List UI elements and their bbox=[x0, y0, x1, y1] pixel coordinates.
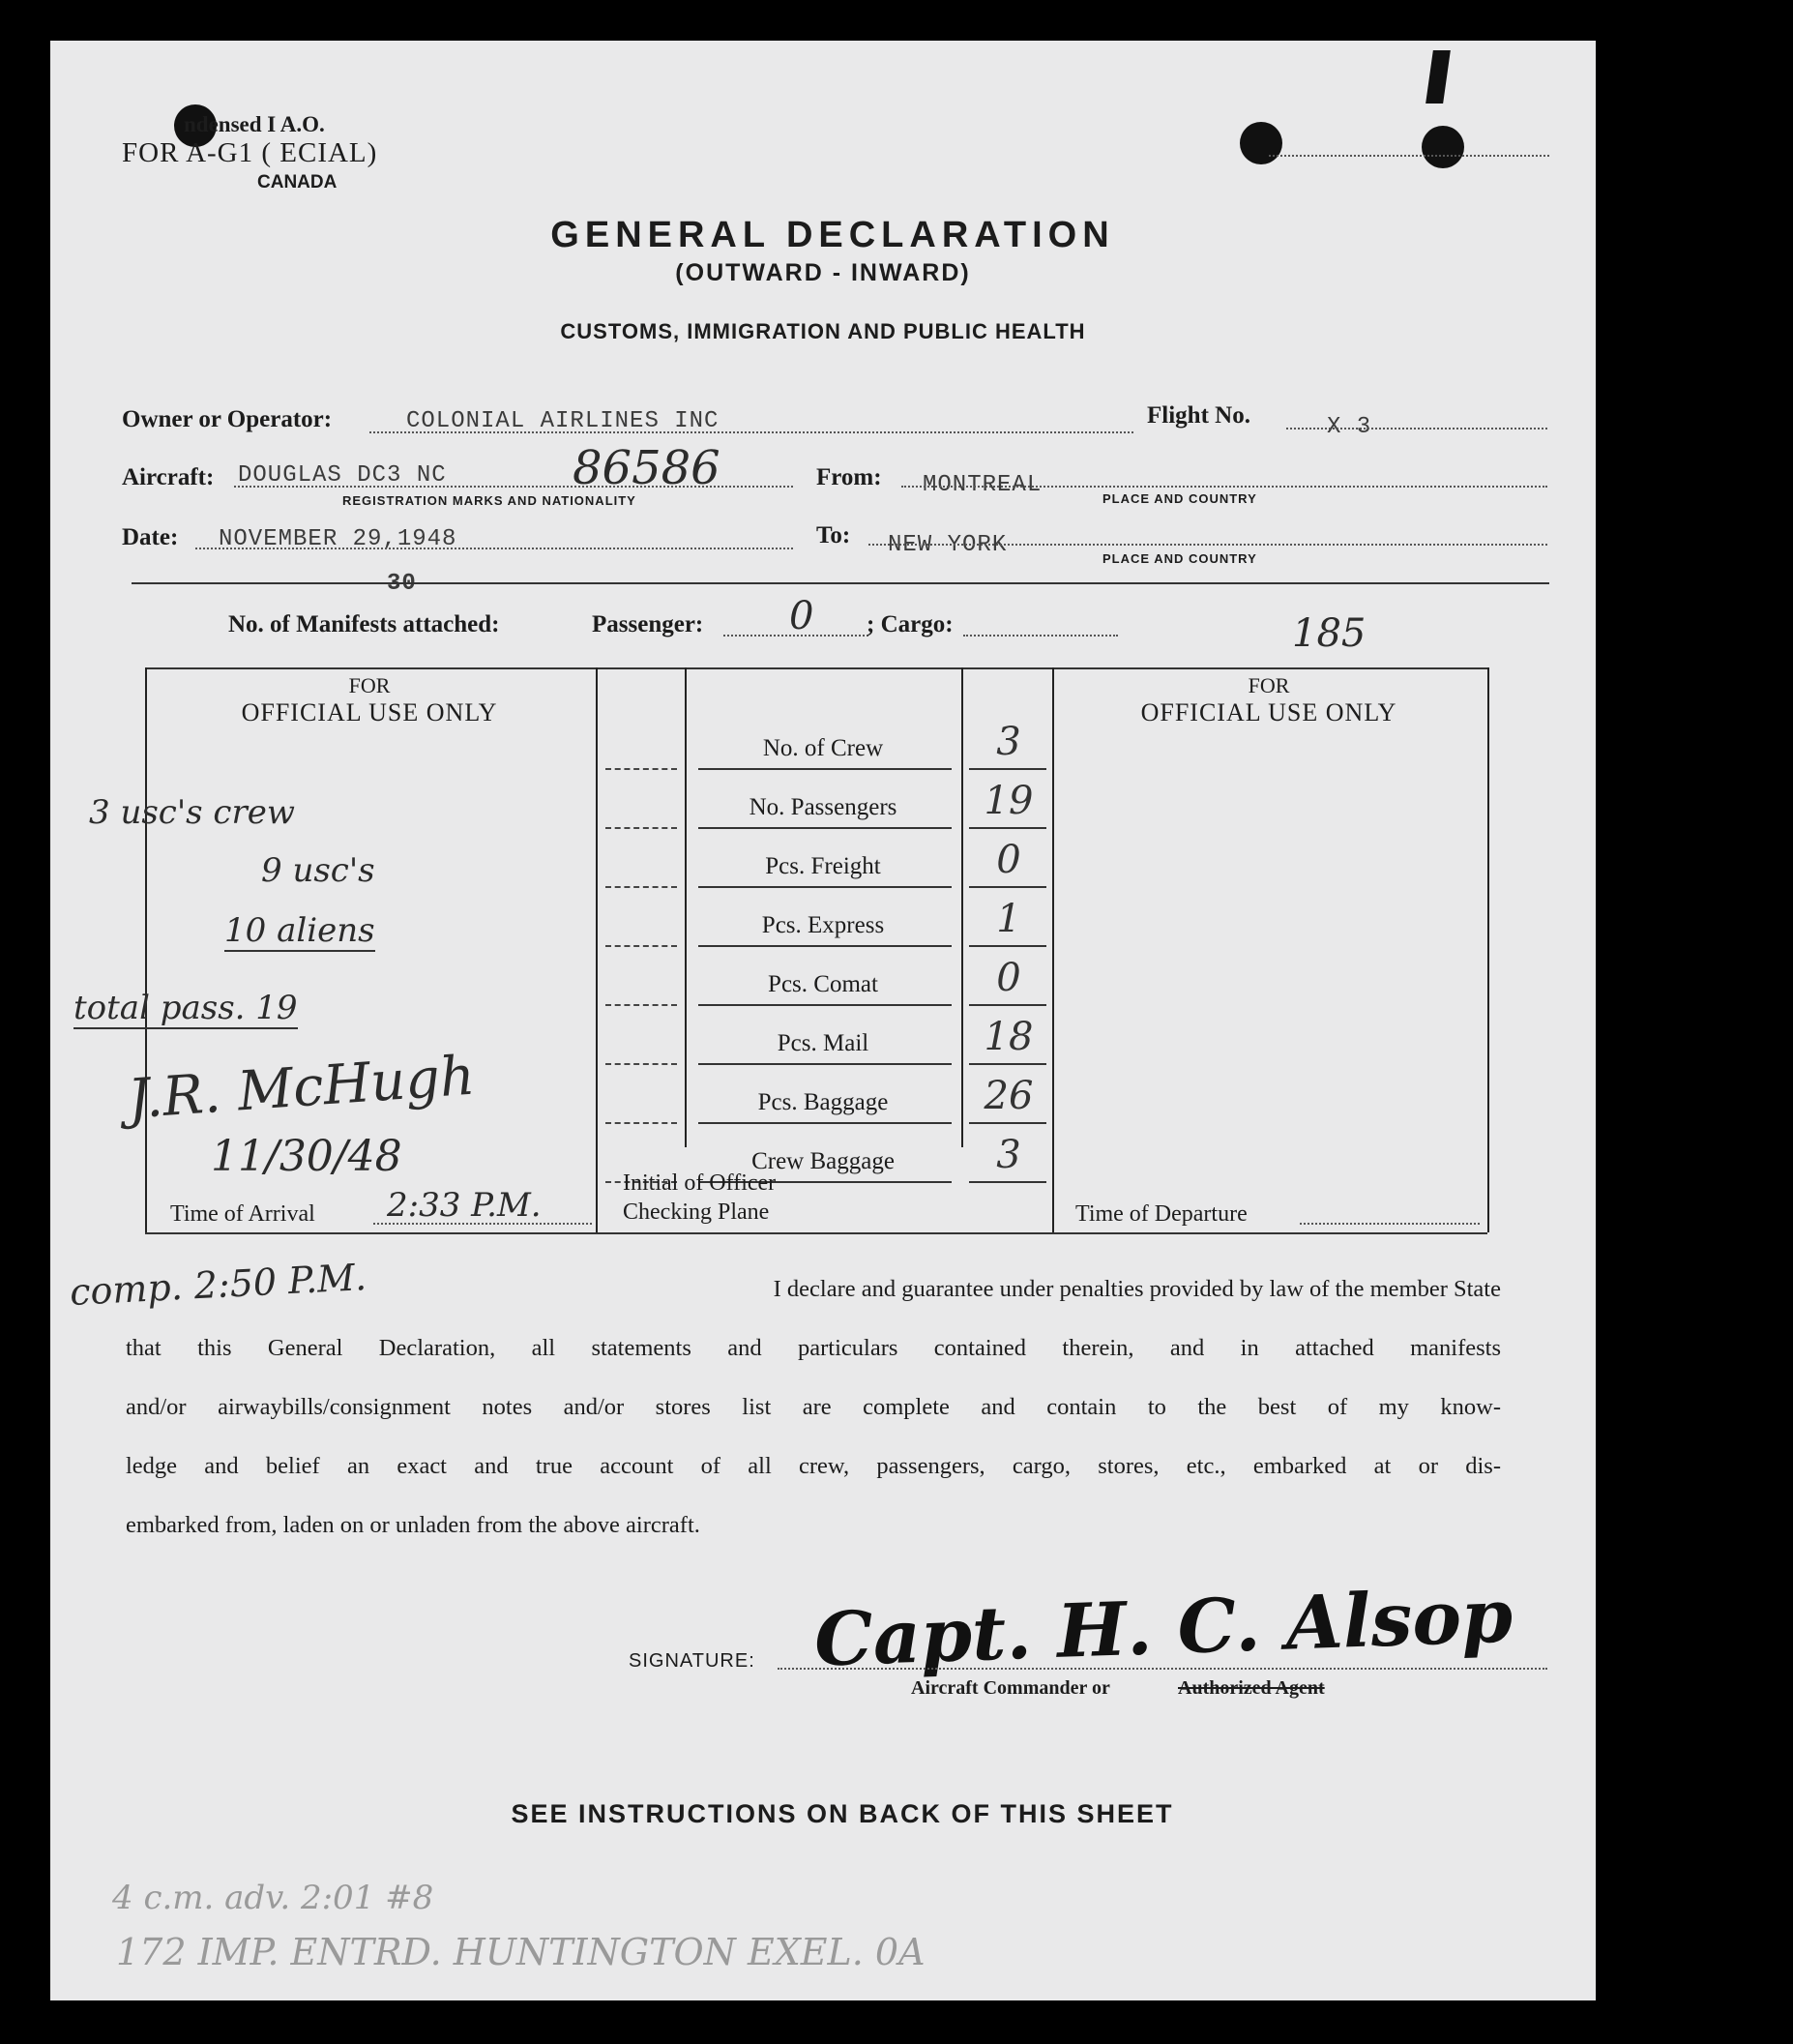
initial-cell-underline bbox=[605, 1122, 677, 1124]
date-correction: 30 bbox=[387, 571, 417, 597]
count-row-underline bbox=[698, 1063, 952, 1065]
punch-hole bbox=[1240, 122, 1282, 164]
note-crew: 3 usc's crew bbox=[89, 793, 295, 832]
manifests-cargo-label: ; Cargo: bbox=[867, 611, 954, 637]
count-row-value: 26 bbox=[984, 1074, 1034, 1118]
owner-value: COLONIAL AIRLINES INC bbox=[406, 408, 720, 434]
table-left-border bbox=[145, 667, 147, 1232]
from-dotted-line bbox=[901, 486, 1547, 488]
count-value-underline bbox=[969, 768, 1046, 770]
table-right-border bbox=[1487, 667, 1489, 1232]
note-usc: 9 usc's bbox=[261, 851, 375, 890]
aircraft-value: DOUGLAS DC3 NC bbox=[238, 462, 447, 489]
count-row-label: Crew Baggage bbox=[751, 1148, 895, 1174]
passenger-dotted-line bbox=[723, 635, 868, 637]
registration-caption: REGISTRATION MARKS AND NATIONALITY bbox=[342, 493, 636, 508]
date-label: Date: bbox=[122, 524, 179, 550]
declaration-line-4: ledge and belief an exact and true account of all crew, passengers, cargo, stores, etc., embarked at or dis- bbox=[126, 1453, 1501, 1479]
page-title: GENERAL DECLARATION bbox=[550, 215, 1115, 255]
note-officer-signature: J.R. McHugh bbox=[126, 1044, 478, 1132]
count-row-value: 3 bbox=[996, 1133, 1021, 1177]
right-official-header-2: OFFICIAL USE ONLY bbox=[1140, 698, 1397, 726]
initial-label-1: Initial of Officer bbox=[623, 1170, 777, 1196]
departure-label: Time of Departure bbox=[1075, 1201, 1248, 1227]
declaration-line-1: I declare and guarantee under penalties provided by law of the member State bbox=[773, 1276, 1501, 1302]
from-value: MONTREAL bbox=[923, 472, 1043, 498]
initial-cell-underline bbox=[605, 886, 677, 888]
count-row-underline bbox=[698, 945, 952, 947]
instructions-footer: SEE INSTRUCTIONS ON BACK OF THIS SHEET bbox=[511, 1799, 1174, 1828]
date-value: NOVEMBER 29,1948 bbox=[219, 526, 457, 552]
count-row-label: Pcs. Comat bbox=[768, 971, 878, 997]
departure-dotted-line bbox=[1300, 1223, 1480, 1225]
note-aliens: 10 aliens bbox=[224, 911, 375, 950]
count-row-label: No. Passengers bbox=[749, 794, 897, 820]
count-row-value: 19 bbox=[984, 779, 1034, 823]
count-row-underline bbox=[698, 827, 952, 829]
page-subtitle-2: CUSTOMS, IMMIGRATION AND PUBLIC HEALTH bbox=[560, 319, 1086, 343]
manifests-cargo-handwritten: 185 bbox=[1292, 611, 1367, 656]
table-bottom-border bbox=[145, 1232, 1487, 1234]
owner-label: Owner or Operator: bbox=[122, 406, 333, 432]
place-caption-to: PLACE AND COUNTRY bbox=[1102, 551, 1257, 566]
table-divider-2 bbox=[685, 667, 687, 1147]
signature-label: SIGNATURE: bbox=[629, 1650, 755, 1672]
count-value-underline bbox=[969, 886, 1046, 888]
declaration-line-3: and/or airwaybills/consignment notes and/or stores list are complete and contain to the best of my know- bbox=[126, 1394, 1501, 1420]
count-row-underline bbox=[698, 768, 952, 770]
count-row-label: Pcs. Baggage bbox=[757, 1089, 889, 1115]
initial-cell-underline bbox=[605, 1004, 677, 1006]
table-divider-3 bbox=[961, 667, 963, 1147]
arrival-value: 2:33 P.M. bbox=[387, 1186, 542, 1225]
count-value-underline bbox=[969, 827, 1046, 829]
count-value-underline bbox=[969, 1004, 1046, 1006]
flight-value: X 3 bbox=[1327, 414, 1372, 440]
pencil-note-2: 172 IMP. ENTRD. HUNTINGTON EXEL. 0A bbox=[116, 1931, 926, 1973]
count-row-value: 1 bbox=[996, 897, 1021, 941]
count-row-underline bbox=[698, 886, 952, 888]
form-header-line1: ndensed I A.O. bbox=[184, 112, 325, 136]
signature-value: Capt. H. C. Alsop bbox=[812, 1572, 1514, 1683]
arrival-label: Time of Arrival bbox=[170, 1201, 315, 1227]
note-total-passengers: total pass. 19 bbox=[73, 989, 298, 1027]
signature-caption-1: Aircraft Commander or bbox=[911, 1677, 1110, 1699]
initial-cell-underline bbox=[605, 945, 677, 947]
count-row-label: No. of Crew bbox=[762, 735, 884, 761]
owner-dotted-line bbox=[369, 431, 1133, 433]
manifests-passenger-value: 0 bbox=[789, 594, 814, 638]
count-row-label: Pcs. Mail bbox=[777, 1030, 869, 1056]
to-dotted-line bbox=[868, 544, 1547, 546]
to-value: NEW YORK bbox=[888, 532, 1008, 558]
flight-dotted-line bbox=[1286, 428, 1547, 430]
left-official-header-1: FOR bbox=[348, 673, 391, 697]
aircraft-label: Aircraft: bbox=[122, 464, 215, 490]
initial-cell-underline bbox=[605, 1063, 677, 1065]
table-divider-4 bbox=[1052, 667, 1054, 1232]
initial-label-2: Checking Plane bbox=[623, 1200, 770, 1225]
declaration-line-5: embarked from, laden on or unladen from the above aircraft. bbox=[126, 1512, 700, 1538]
form-header-line3: CANADA bbox=[257, 172, 338, 193]
signature-caption-2: Authorized Agent bbox=[1178, 1677, 1325, 1699]
header-divider bbox=[132, 582, 1549, 584]
completion-note: comp. 2:50 P.M. bbox=[69, 1255, 367, 1315]
corner-mark bbox=[1426, 50, 1451, 104]
count-row-label: Pcs. Freight bbox=[765, 853, 881, 879]
table-divider-1 bbox=[596, 667, 598, 1232]
right-official-header-1: FOR bbox=[1248, 673, 1290, 697]
left-official-header-2: OFFICIAL USE ONLY bbox=[241, 698, 498, 726]
count-value-underline bbox=[969, 945, 1046, 947]
count-row-underline bbox=[698, 1122, 952, 1124]
flight-label: Flight No. bbox=[1147, 402, 1250, 429]
punch-hole bbox=[1422, 126, 1464, 168]
initial-cell-underline bbox=[605, 827, 677, 829]
note-date: 11/30/48 bbox=[211, 1132, 402, 1181]
count-row-value: 18 bbox=[984, 1015, 1034, 1059]
count-value-underline bbox=[969, 1122, 1046, 1124]
aircraft-registration-handwritten: 86586 bbox=[573, 441, 720, 495]
declaration-line-2: that this General Declaration, all statements and particulars contained therein, and in attached manifests bbox=[126, 1335, 1501, 1361]
cargo-dotted-line bbox=[963, 635, 1118, 637]
to-label: To: bbox=[816, 522, 851, 548]
pencil-note-1: 4 c.m. adv. 2:01 #8 bbox=[112, 1879, 434, 1917]
date-dotted-line bbox=[195, 548, 793, 549]
count-row-value: 3 bbox=[996, 720, 1021, 764]
page-subtitle: (OUTWARD - INWARD) bbox=[675, 259, 971, 286]
arrival-dotted-line bbox=[373, 1223, 592, 1225]
declaration-form-sheet bbox=[50, 41, 1596, 2000]
form-header-line2: FOR A-G1 ( ECIAL) bbox=[122, 137, 378, 168]
count-row-value: 0 bbox=[996, 838, 1021, 882]
count-row-underline bbox=[698, 1004, 952, 1006]
signature-dotted-line bbox=[778, 1668, 1547, 1670]
from-label: From: bbox=[816, 464, 882, 490]
count-row-label: Pcs. Express bbox=[761, 912, 885, 938]
place-caption-from: PLACE AND COUNTRY bbox=[1102, 491, 1257, 506]
count-value-underline bbox=[969, 1181, 1046, 1183]
count-row-value: 0 bbox=[996, 956, 1021, 1000]
count-value-underline bbox=[969, 1063, 1046, 1065]
header-dotted-line bbox=[1269, 155, 1549, 157]
manifests-passenger-label: Passenger: bbox=[592, 611, 704, 637]
aircraft-dotted-line bbox=[234, 486, 793, 488]
initial-cell-underline bbox=[605, 768, 677, 770]
manifests-label: No. of Manifests attached: bbox=[228, 611, 500, 637]
table-top-border bbox=[145, 667, 1487, 669]
